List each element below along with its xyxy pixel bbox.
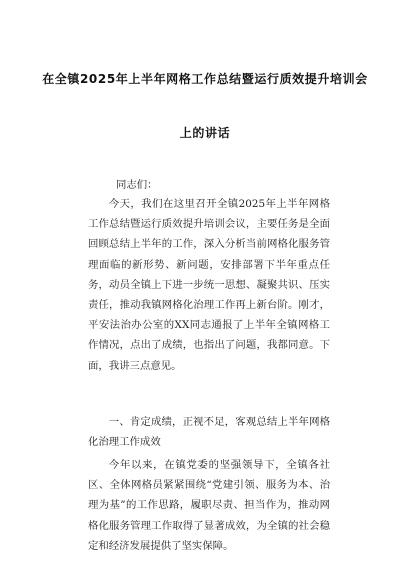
paragraph-intro: 今天，我们在这里召开全镇2025年上半年网格工作总结暨运行质效提升培训会议，主要任务是全面回顾总结上半年的工作，深入分析当前网格化服务管理面临的新形势、新问题，安排部署下半年重点任务，动员全镇上下进一步统一思想、凝聚共识、压实责任，推动我镇网格化治理工作再上新台阶。刚才，平安法治办公室的XX同志通报了上半年全镇网格工作情况，点出了成绩，也指出了问题，我都同意。下面，我讲三点意见。 bbox=[88, 198, 330, 372]
paragraph-achievements: 今年以来，在镇党委的坚强领导下，全镇各社区、全体网格员紧紧围绕“党建引领、服务为本、治理为基”的工作思路，履职尽责、担当作为，推动网格化服务管理工作取得了显著成效，为全镇的社会稳定和经济发展提供了坚实保障。 bbox=[88, 459, 330, 552]
document-title-line2: 上的讲话 bbox=[179, 126, 231, 140]
section-heading-1: 一、肯定成绩，正视不足，客观总结上半年网格化治理工作成效 bbox=[88, 416, 330, 449]
document-title-line1: 在全镇2025年上半年网格工作总结暨运行质效提升培训会 bbox=[42, 72, 368, 86]
salutation: 同志们： bbox=[116, 179, 158, 191]
